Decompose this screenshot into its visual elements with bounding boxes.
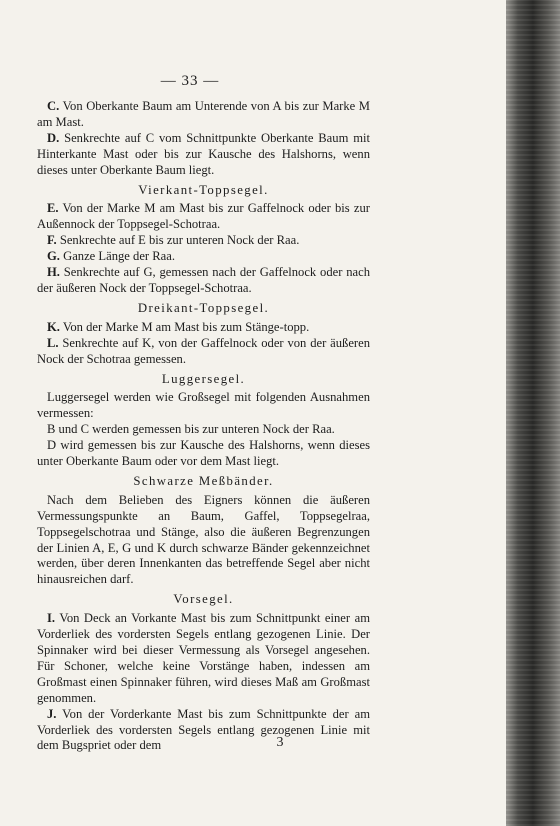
paragraph-f [37, 233, 370, 249]
label-d: D. [47, 130, 60, 145]
text-j: Von der Vorderkante Mast bis zum Schnittpunkte der am Vorderliek des vordersten Segels entlang gezogenen Linie mit dem Bugspriet oder dem [37, 706, 370, 753]
paragraph-i [37, 611, 370, 706]
heading-vorsegel: Vorsegel. [173, 592, 234, 607]
paragraph-lugger-intro: Luggersegel werden wie Großsegel mit folgenden Ausnahmen vermessen: [37, 390, 370, 421]
paragraph-k [37, 320, 370, 336]
label-e: E. [47, 201, 59, 216]
text-g: Ganze Länge der Raa. [59, 249, 175, 264]
paragraph-g [37, 249, 370, 265]
signature-mark: 3 [276, 735, 284, 750]
text-d: Senkrechte auf C vom Schnittpunkte Oberkante Baum mit Hinterkante Mast oder bis zur Kausche des Halshorns, wenn dieses unter Oberkante Baum liegt. [37, 130, 370, 177]
paragraph-schwarze: Nach dem Belieben des Eigners können die äußeren Vermessungspunkte an Baum, Gaffel, Toppsegelraa, Toppsegelschotraa und Stänge, also die äußeren Begrenzungen der Linien A, E, G und K durch schwarze Bänder gekennzeichnet werden, über deren Innenkanten das betreffende Segel aber nicht hinausreichen darf. [37, 492, 370, 587]
paragraph-h [37, 265, 370, 297]
label-k: K. [47, 319, 60, 334]
heading-lugger: Luggersegel. [161, 371, 246, 386]
paragraph-lugger-d: D wird gemessen bis zur Kausche des Halshorns, wenn dieses unter Oberkante Baum oder vor dem Mast liegt. [37, 438, 370, 469]
text-h: Senkrechte auf G, gemessen nach der Gaffelnock oder nach der äußeren Nock der Toppsegel-Schotraa. [37, 265, 370, 295]
paragraph-e [37, 201, 370, 233]
label-l: L. [47, 335, 59, 350]
label-h: H. [47, 265, 60, 280]
text-k: Von der Marke M am Mast bis zum Stänge-topp. [59, 319, 310, 334]
label-g: G. [47, 249, 60, 264]
paragraph-lugger-bc: B und C werden gemessen bis zur unteren Nock der Raa. [47, 422, 335, 437]
book-spine [506, 0, 560, 826]
text-i: Von Deck an Vorkante Mast bis zum Schnittpunkt einer am Vorderliek des vordersten Segels entlang gezogenen Linie. Der Spinnaker wird bei dieser Vermessung als Vorsegel angesehen. Für Schoner, welche keine Vorstänge haben, indessen am Großmast einen Spinnaker führen, wird dieses Maß am Großmast genommen. [37, 611, 370, 705]
text-f: Senkrechte auf E bis zur unteren Nock der Raa. [56, 233, 300, 248]
body-text [37, 99, 370, 754]
paragraph-d [37, 131, 370, 179]
label-c: C. [47, 99, 60, 113]
paragraph-c [37, 99, 370, 131]
page-number: — 33 — [160, 73, 220, 89]
text-e: Von der Marke M am Mast bis zur Gaffelnock oder bis zur Außennock der Toppsegel-Schotraa. [37, 201, 370, 232]
heading-schwarze: Schwarze Meßbänder. [133, 473, 274, 488]
label-i: I. [47, 611, 56, 626]
heading-dreikant: Dreikant-Toppsegel. [137, 300, 270, 315]
label-j: J. [47, 706, 57, 721]
text-c: Von Oberkante Baum am Unterende von A bis zur Marke M am Mast. [37, 99, 370, 129]
text-l: Senkrechte auf K, von der Gaffelnock oder von der äußeren Nock der Schotraa gemessen. [37, 335, 370, 366]
heading-vierkant: Vierkant-Toppsegel. [138, 182, 269, 197]
label-f: F. [47, 233, 57, 248]
paragraph-l [37, 336, 370, 368]
